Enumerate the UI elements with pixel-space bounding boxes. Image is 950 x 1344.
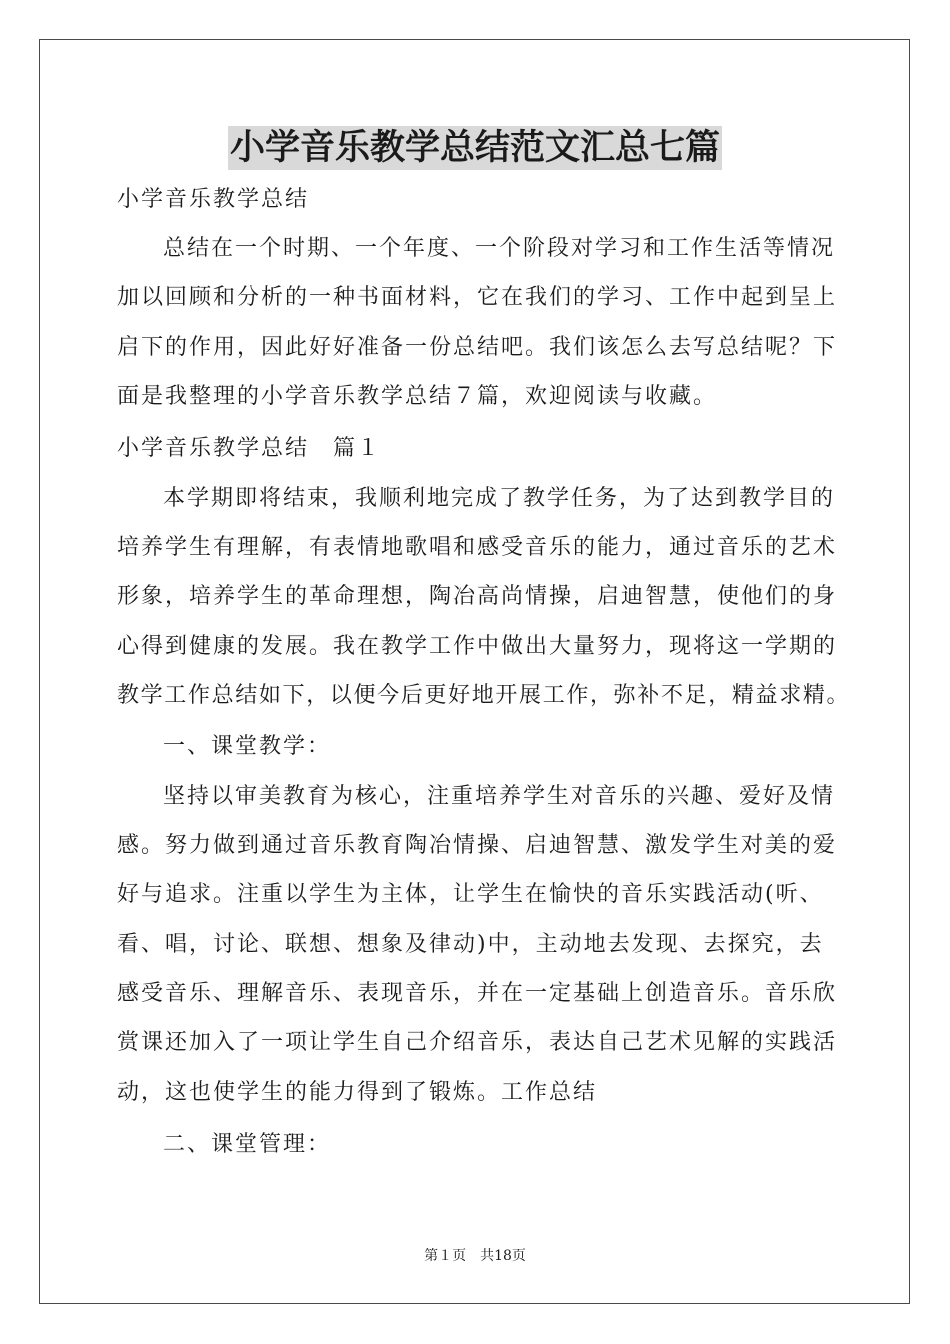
paragraph-line: 加以回顾和分析的一种书面材料，它在我们的学习、工作中起到呈上 bbox=[117, 285, 838, 310]
paragraph-line: 面是我整理的小学音乐教学总结７篇，欢迎阅读与收藏。 bbox=[117, 384, 718, 409]
paragraph-line: 动，这也使学生的能力得到了锻炼。工作总结 bbox=[117, 1080, 598, 1105]
section-heading: 小学音乐教学总结 篇１ bbox=[117, 436, 382, 461]
page-border bbox=[39, 39, 910, 1304]
paragraph-line: 感受音乐、理解音乐、表现音乐，并在一定基础上创造音乐。音乐欣 bbox=[117, 981, 838, 1006]
paragraph-line: 感。努力做到通过音乐教育陶冶情操、启迪智慧、激发学生对美的爱 bbox=[117, 833, 838, 858]
subsection-heading: 二、课堂管理： bbox=[163, 1132, 332, 1157]
paragraph-line: 看、唱，讨论、联想、想象及律动)中，主动地去发现、去探究，去 bbox=[117, 932, 824, 957]
paragraph-line: 坚持以审美教育为核心，注重培养学生对音乐的兴趣、爱好及情 bbox=[163, 784, 836, 809]
paragraph-line: 启下的作用，因此好好准备一份总结吧。我们该怎么去写总结呢？下 bbox=[117, 335, 838, 360]
paragraph-line: 形象，培养学生的革命理想，陶冶高尚情操，启迪智慧，使他们的身 bbox=[117, 584, 838, 609]
paragraph-line: 赏课还加入了一项让学生自己介绍音乐，表达自己艺术见解的实践活 bbox=[117, 1030, 838, 1055]
paragraph-line: 培养学生有理解，有表情地歌唱和感受音乐的能力，通过音乐的艺术 bbox=[117, 535, 838, 560]
paragraph-line: 心得到健康的发展。我在教学工作中做出大量努力，现将这一学期的 bbox=[117, 634, 838, 659]
document-title: 小学音乐教学总结范文汇总七篇 bbox=[229, 127, 720, 168]
section-heading: 小学音乐教学总结 bbox=[117, 187, 310, 212]
paragraph-line: 总结在一个时期、一个年度、一个阶段对学习和工作生活等情况 bbox=[163, 236, 836, 261]
title-container bbox=[0, 126, 950, 170]
subsection-heading: 一、课堂教学： bbox=[163, 734, 332, 759]
paragraph-line: 本学期即将结束，我顺利地完成了教学任务，为了达到教学目的 bbox=[163, 486, 836, 511]
paragraph-line: 好与追求。注重以学生为主体，让学生在愉快的音乐实践活动(听、 bbox=[117, 882, 824, 907]
paragraph-line: 教学工作总结如下，以便今后更好地开展工作，弥补不足，精益求精。 bbox=[117, 683, 851, 708]
page-number-footer: 第１页 共18页 bbox=[424, 1248, 526, 1264]
